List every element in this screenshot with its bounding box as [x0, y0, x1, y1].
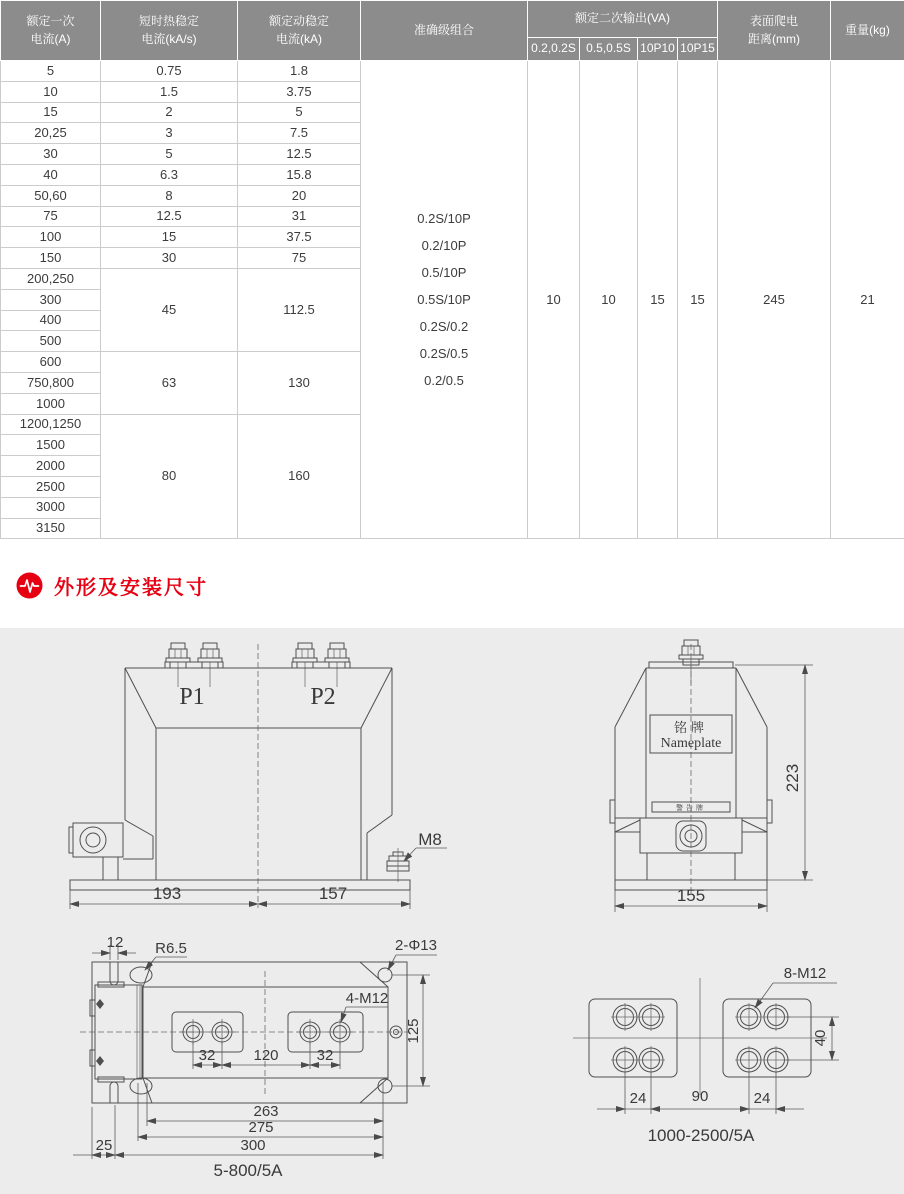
dim-120: 120	[253, 1047, 279, 1064]
accuracy-combo: 0.2S/0.2	[419, 319, 469, 335]
dim-155: 155	[676, 886, 706, 905]
pad-plan-drawing	[565, 950, 900, 1175]
dimension-drawings-panel	[0, 628, 904, 1194]
dynamic-cell: 5	[238, 102, 361, 123]
accuracy-combo: 0.5S/10P	[417, 292, 471, 308]
dynamic-cell: 37.5	[238, 227, 361, 248]
dim-24-left: 24	[629, 1090, 647, 1107]
dynamic-cell: 31	[238, 206, 361, 227]
thermal-cell: 30	[101, 248, 238, 269]
fillet-callout-label: R6.5	[155, 940, 187, 957]
thermal-cell: 45	[101, 268, 238, 351]
th-thermal-current: 短时热稳定 电流(kA/s)	[101, 1, 238, 61]
dim-263: 263	[253, 1103, 279, 1120]
th-creepage: 表面爬电 距离(mm)	[718, 1, 831, 61]
pad-bolts-callout-label: 8-M12	[783, 965, 827, 982]
dynamic-cell: 3.75	[238, 81, 361, 102]
primary-current-cell: 2500	[1, 476, 101, 497]
dim-125: 125	[405, 1018, 422, 1044]
base-plan-drawing	[10, 933, 480, 1193]
accuracy-combo: 0.2S/0.5	[419, 346, 469, 362]
primary-current-cell: 100	[1, 227, 101, 248]
th-accuracy: 准确级组合	[361, 1, 528, 61]
secondary-output-cell: 15	[638, 61, 678, 539]
warning-plate-label: 警告牌	[676, 805, 706, 812]
primary-current-cell: 15	[1, 102, 101, 123]
accuracy-combo: 0.2S/10P	[417, 211, 471, 227]
primary-current-cell: 20,25	[1, 123, 101, 144]
thermal-cell: 80	[101, 414, 238, 539]
dim-32-right: 32	[316, 1047, 334, 1064]
primary-current-cell: 2000	[1, 456, 101, 477]
dynamic-cell: 20	[238, 185, 361, 206]
thermal-cell: 2	[101, 102, 238, 123]
dim-40: 40	[812, 1029, 829, 1047]
secondary-output-cell: 10	[580, 61, 638, 539]
thermal-cell: 12.5	[101, 206, 238, 227]
th-sub-10p10: 10P10	[638, 38, 678, 61]
dynamic-cell: 112.5	[238, 268, 361, 351]
section-heading	[16, 571, 208, 600]
primary-current-cell: 5	[1, 61, 101, 82]
nameplate-en-label: Nameplate	[660, 736, 722, 751]
th-secondary-output: 额定二次输出(VA)	[528, 1, 718, 38]
nameplate-cn-label: 铭牌	[673, 720, 709, 735]
thermal-cell: 63	[101, 352, 238, 414]
dim-25: 25	[95, 1137, 113, 1154]
primary-current-cell: 1500	[1, 435, 101, 456]
primary-current-cell: 30	[1, 144, 101, 165]
thermal-cell: 8	[101, 185, 238, 206]
dynamic-cell: 75	[238, 248, 361, 269]
creepage-cell: 245	[718, 61, 831, 539]
th-sub-05: 0.5,0.5S	[580, 38, 638, 61]
accuracy-combo: 0.5/10P	[421, 265, 467, 281]
dynamic-cell: 7.5	[238, 123, 361, 144]
secondary-output-cell: 15	[678, 61, 718, 539]
dynamic-cell: 15.8	[238, 164, 361, 185]
th-dynamic-current: 额定动稳定 电流(kA)	[238, 1, 361, 61]
spec-table	[0, 0, 904, 539]
th-sub-10p15: 10P15	[678, 38, 718, 61]
weight-cell: 21	[831, 61, 904, 539]
thermal-cell: 15	[101, 227, 238, 248]
dim-157: 157	[318, 884, 348, 903]
accuracy-combo: 0.2/10P	[421, 238, 467, 254]
corner-holes-callout-label: 2-Φ13	[395, 937, 437, 954]
primary-current-cell: 10	[1, 81, 101, 102]
dim-223: 223	[783, 763, 802, 793]
primary-current-cell: 75	[1, 206, 101, 227]
thermal-cell: 6.3	[101, 164, 238, 185]
dim-24-right: 24	[753, 1090, 771, 1107]
terminal-p2-label: P2	[310, 684, 336, 710]
pad-bolts-callout-label: 4-M12	[345, 990, 389, 1007]
dim-slot-12: 12	[106, 934, 124, 951]
dynamic-cell: 160	[238, 414, 361, 539]
pulse-icon	[16, 572, 43, 599]
primary-current-cell: 3000	[1, 497, 101, 518]
primary-current-cell: 500	[1, 331, 101, 352]
dim-300: 300	[240, 1137, 266, 1154]
section-title: 外形及安装尺寸	[54, 577, 208, 599]
thermal-cell: 0.75	[101, 61, 238, 82]
th-primary-current: 额定一次 电流(A)	[1, 1, 101, 61]
dim-275: 275	[248, 1119, 274, 1136]
primary-current-cell: 40	[1, 164, 101, 185]
primary-current-cell: 1200,1250	[1, 414, 101, 435]
dynamic-cell: 130	[238, 352, 361, 414]
primary-current-cell: 150	[1, 248, 101, 269]
side-view-drawing	[595, 640, 904, 940]
dynamic-cell: 12.5	[238, 144, 361, 165]
primary-current-cell: 200,250	[1, 268, 101, 289]
terminal-p1-label: P1	[179, 684, 205, 710]
th-sub-02: 0.2,0.2S	[528, 38, 580, 61]
secondary-output-cell: 10	[528, 61, 580, 539]
dim-90: 90	[691, 1088, 709, 1105]
primary-current-cell: 50,60	[1, 185, 101, 206]
bolt-callout-label: M8	[418, 830, 442, 849]
primary-current-cell: 400	[1, 310, 101, 331]
dim-193: 193	[152, 884, 182, 903]
th-weight: 重量(kg)	[831, 1, 904, 61]
primary-current-cell: 1000	[1, 393, 101, 414]
accuracy-combo: 0.2/0.5	[424, 373, 464, 389]
accuracy-combos-cell	[361, 61, 528, 539]
table-row	[1, 61, 904, 82]
primary-current-cell: 750,800	[1, 372, 101, 393]
base-plan-caption: 5-800/5A	[213, 1161, 283, 1180]
thermal-cell: 5	[101, 144, 238, 165]
primary-current-cell: 300	[1, 289, 101, 310]
primary-current-cell: 600	[1, 352, 101, 373]
thermal-cell: 1.5	[101, 81, 238, 102]
pad-plan-caption: 1000-2500/5A	[647, 1126, 755, 1145]
front-view-drawing	[55, 640, 555, 920]
primary-current-cell: 3150	[1, 518, 101, 539]
dim-32-left: 32	[198, 1047, 216, 1064]
dynamic-cell: 1.8	[238, 61, 361, 82]
thermal-cell: 3	[101, 123, 238, 144]
